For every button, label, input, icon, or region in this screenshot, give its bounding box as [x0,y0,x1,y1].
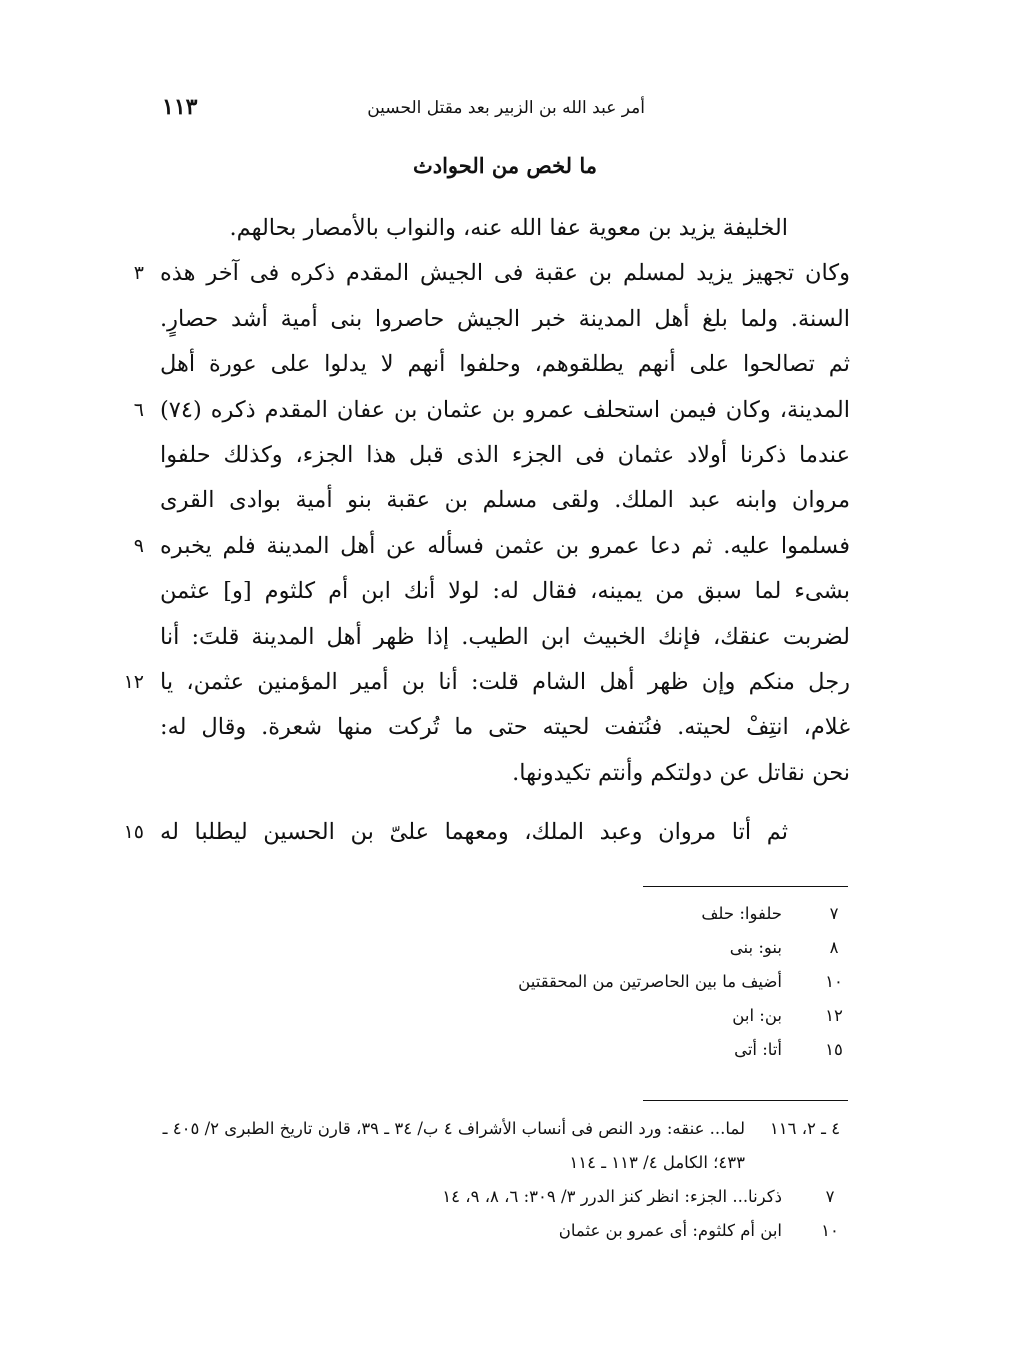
source-note-lines: ٧ [825,1187,835,1206]
source-note-text: لما... عنقه: ورد النص فى أنساب الأشراف ٤ ب/ ٣٤ ـ ٣٩، قارن تاريخ الطبرى ٢/ ٤٠٥ ـ ٤٣٣؛ الكامل ٤/ ١١٣ ـ ١١٤ [162,1119,745,1172]
text-line [160,297,850,342]
source-notes [150,1112,850,1248]
source-note [150,1214,850,1248]
line-text: بشىء لما سبق من يمينه، فقال له: لولا أنك ابن أم كلثوم [و] عثمن [160,578,850,605]
line-text: ثم أتا مروان وعبد الملك، ومعهما علىّ بن الحسين ليطلبا له [160,819,788,846]
text-line [133,524,850,569]
text-line [133,251,850,296]
apparatus-note [150,931,850,965]
source-note-lines: ١٠ [821,1221,839,1240]
source-note-text: ذكرنا... الجزء: انظر كنز الدرر ٣/ ٣٠٩: ٦، ٨، ٩، ١٤ [442,1187,782,1206]
footnote-divider [643,886,848,887]
note-line-number: ١٢ [825,1006,843,1025]
note-text: أتا: أتى [734,1040,782,1059]
text-line [123,660,850,705]
text-line [160,569,850,614]
note-line-number: ٧ [829,904,839,923]
line-number: ١٥ [123,821,144,844]
line-text: فسلموا عليه. ثم دعا عمرو بن عثمن فسأله عن أهل المدينة فلم يخبره [160,532,850,559]
text-line [133,388,850,433]
text-line [160,751,850,796]
text-line [160,615,850,660]
text-line [160,433,850,478]
line-number: ١٢ [123,670,144,693]
text-line [123,810,850,855]
main-text [123,206,850,855]
line-text: عندما ذكرنا أولاد عثمان فى الجزء الذى قبل هذا الجزء، وكذلك حلفوا [160,441,850,468]
line-text: نحن نقاتل عن دولتكم وأنتم تكيدونها. [512,759,850,786]
line-text: السنة. ولما بلغ أهل المدينة خبر الجيش حاصروا بنى أمية أشد حصارٍ. [160,305,850,332]
note-text: حلفوا: حلف [701,904,782,923]
note-text: أضيف ما بين الحاصرتين من المحققتين [518,972,782,991]
line-text: لضربت عنقك، فإنك الخبيث ابن الطيب. إذا ظهر أهل المدينة قلتَ: أنا [160,623,850,650]
line-text: وكان تجهيز يزيد لمسلم بن عقبة فى الجيش المقدم ذكره فى آخر هذه [160,260,850,287]
line-text: الخليفة يزيد بن معوية عفا الله عنه، والنواب بالأمصار بحالهم. [229,215,788,241]
apparatus-note [150,1033,850,1067]
apparatus-notes [150,897,850,1067]
line-text: ثم تصالحوا على أنهم يطلقوهم، وحلفوا أنهم لا يدلوا على عورة أهل [160,351,850,378]
apparatus-note [150,965,850,999]
page-number: ١١٣ [162,94,198,120]
note-line-number: ١٥ [825,1040,843,1059]
line-number: ٦ [133,398,144,421]
source-note-text: ابن أم كلثوم: أى عمرو بن عثمان [558,1221,782,1240]
apparatus-note [150,897,850,931]
line-text: مروان وابنه عبد الملك. ولقى مسلم بن عقبة بنو أمية بوادى القرى [160,487,850,514]
note-line-number: ١٠ [825,972,843,991]
source-note [150,1180,850,1214]
source-note-lines: ٤ ـ ٢، ١١٦ [769,1119,841,1138]
note-line-number: ٨ [829,938,839,957]
source-divider [643,1100,848,1101]
line-text: المدينة، وكان فيمن استحلف عمرو بن عثمان بن عفان المقدم ذكره (٧٤) [160,396,850,423]
line-text: غلام، انتِفْ لحيته. فنُتفت لحيته حتى ما تُركت منها شعرة. وقال له: [160,714,850,741]
note-text: بن: ابن [732,1006,782,1025]
source-note [150,1112,850,1180]
section-heading: ما لخص من الحوادث [412,153,598,178]
text-line [160,342,850,387]
note-text: بنو: بنى [729,938,782,957]
line-text: رجل منكم وإن ظهر أهل الشام قلت: أنا بن أمير المؤمنين عثمن، يا [160,668,850,695]
line-number: ٩ [133,534,144,557]
text-line [160,705,850,750]
text-line [160,478,850,523]
running-header-title: أمر عبد الله بن الزبير بعد مقتل الحسين [367,98,645,118]
text-line [160,206,850,251]
line-number: ٣ [133,262,144,285]
apparatus-note [150,999,850,1033]
